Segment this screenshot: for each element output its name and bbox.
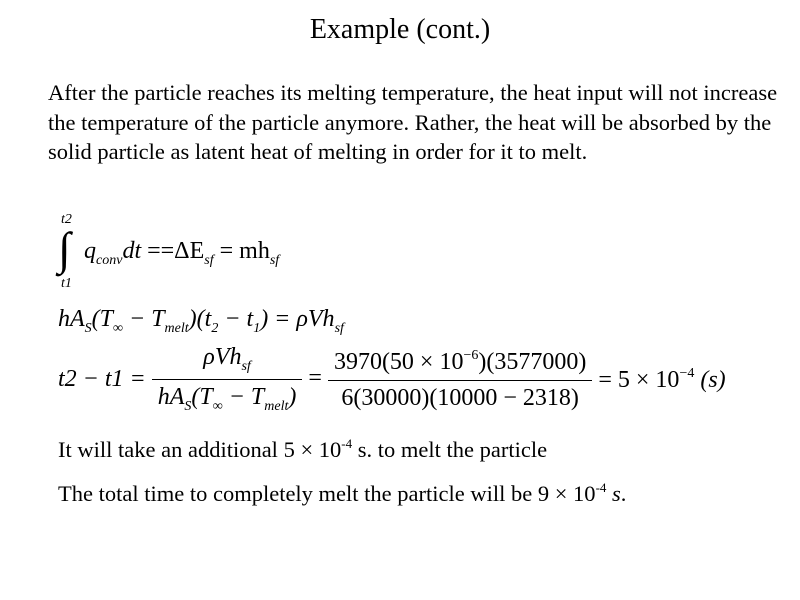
integral-body [84, 238, 279, 269]
slide-title: Example (cont.) [309, 14, 491, 45]
den-sub-b: ∞ [212, 399, 223, 414]
symbolic-numerator-sub: sf [241, 359, 251, 374]
eq2-sub-a: S [84, 321, 92, 336]
result-unit: (s) [700, 366, 726, 393]
line1-before: It will take an additional [58, 437, 284, 462]
symbolic-denominator [152, 380, 303, 415]
result-value: = 5 × 10 [598, 366, 680, 393]
eq2-sub-e: 1 [253, 321, 261, 336]
den-sub-a: S [184, 399, 192, 414]
line1-value: 5 × 10 [283, 437, 342, 462]
den-part-b: (T [191, 384, 213, 410]
line2-after: . [620, 481, 627, 506]
numeric-numerator-tail: )(3577000) [478, 348, 587, 375]
energy-term: ==ΔE [147, 238, 205, 264]
eq2-sub-c: melt [164, 321, 189, 336]
eq2-sub-f: sf [334, 321, 344, 336]
result [598, 367, 725, 393]
energy-subscript: sf [204, 253, 214, 268]
eq2-part-c: − T [123, 306, 165, 332]
eq2-part-e: − t [218, 306, 254, 332]
integral-lower-limit: t1 [61, 276, 72, 291]
line2-value: 9 × 10 [537, 481, 596, 506]
additional-time-statement [58, 436, 547, 463]
result-exponent: −4 [679, 365, 695, 381]
integrand: q [84, 238, 96, 264]
symbolic-numerator-text: ρVh [203, 344, 242, 370]
integral-upper-limit: t2 [61, 212, 72, 227]
line2-unit: s [606, 481, 621, 506]
differential: dt [122, 238, 142, 264]
line1-exponent: -4 [341, 436, 353, 451]
explanation-paragraph: After the particle reaches its melting temperature, the heat input will not increase the temperature of the particle anymore. Rather, the heat will be absorbed by the solid particle as latent heat of melting in order for it to melt. [48, 80, 778, 164]
den-sub-c: melt [264, 399, 289, 414]
den-part-a: hA [157, 384, 185, 410]
numeric-numerator [328, 348, 592, 381]
time-difference-lhs: t2 − t1 = [58, 366, 146, 392]
symbolic-numerator [152, 344, 303, 380]
integral-sign-icon: ∫ [58, 223, 71, 274]
numeric-denominator: 6(30000)(10000 − 2318) [341, 384, 579, 411]
latent-heat-term: = mh [219, 238, 270, 264]
latent-heat-subscript: sf [269, 253, 280, 268]
eq2-sub-b: ∞ [113, 321, 123, 336]
den-part-c: − T [222, 384, 265, 410]
eq2-part-f: ) = ρVh [260, 306, 335, 332]
numeric-fraction [328, 348, 592, 412]
eq2-part-a: hA [58, 306, 85, 332]
line1-after: s. to melt the particle [352, 437, 548, 462]
eq2-sub-d: 2 [211, 321, 219, 336]
symbolic-fraction [152, 344, 303, 415]
time-equation [58, 344, 726, 424]
line2-exponent: -4 [595, 480, 607, 495]
den-part-d: ) [288, 384, 297, 410]
integrand-subscript: conv [96, 253, 123, 268]
numeric-numerator-text: 3970(50 × 10 [333, 348, 464, 375]
numeric-numerator-exp: −6 [463, 347, 479, 363]
line2-before: The total time to completely melt the particle will be [58, 481, 538, 506]
energy-balance-equation [58, 306, 344, 337]
equals-sign: = [308, 365, 322, 392]
eq2-part-b: (T [91, 306, 114, 332]
eq2-part-d: )(t [188, 306, 212, 332]
total-time-statement [58, 480, 626, 507]
